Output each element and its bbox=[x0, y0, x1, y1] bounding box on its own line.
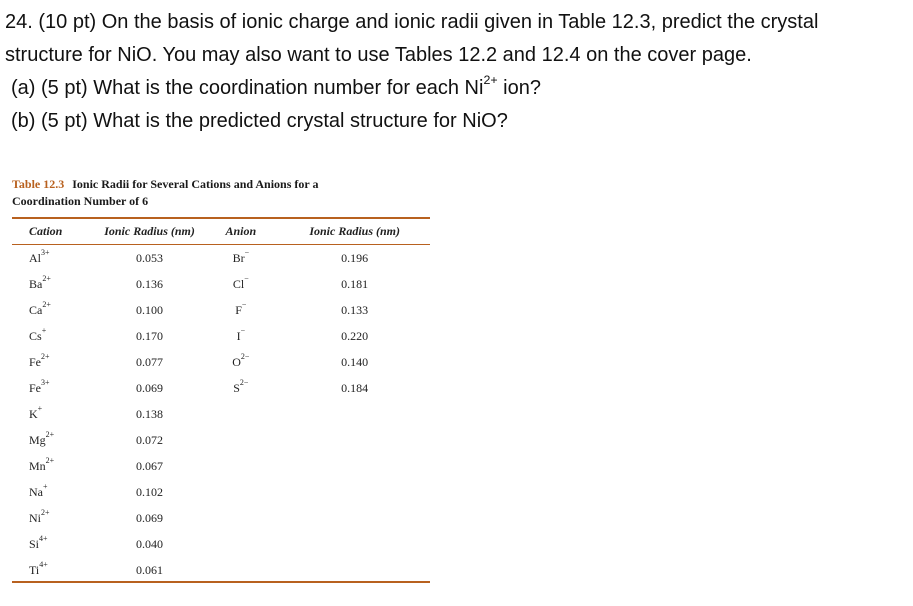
anion-radius-cell bbox=[279, 557, 430, 583]
cation-radius-cell bbox=[97, 297, 203, 323]
anion-radius-cell bbox=[279, 375, 430, 401]
cation-symbol: Cs bbox=[29, 328, 42, 343]
cation-radius-cell bbox=[97, 401, 203, 427]
table-row bbox=[12, 271, 430, 297]
table-row bbox=[12, 297, 430, 323]
cation-radius-value: 0.100 bbox=[136, 302, 164, 317]
cation-radius-cell bbox=[97, 375, 203, 401]
anion-symbol: Br bbox=[232, 250, 245, 265]
cation-symbol: Si bbox=[29, 536, 40, 551]
cation-radius-cell bbox=[97, 531, 203, 557]
anion-radius-cell bbox=[279, 531, 430, 557]
table-caption-line-1: Ionic Radii for Several Cations and Anions for a bbox=[72, 177, 319, 191]
table-bottom-rule bbox=[12, 581, 430, 583]
anion-radius-cell bbox=[279, 323, 430, 349]
table-row bbox=[12, 557, 430, 583]
cation-symbol: Ba bbox=[29, 276, 43, 291]
table-number: Table 12.3 bbox=[12, 177, 65, 191]
anion-cell bbox=[202, 271, 279, 297]
anion-cell bbox=[202, 401, 279, 427]
cation-radius-value: 0.136 bbox=[136, 276, 164, 291]
cation-symbol: Fe bbox=[29, 380, 41, 395]
cation-cell bbox=[12, 297, 97, 323]
cation-charge: 3+ bbox=[41, 248, 50, 258]
anion-charge: 2− bbox=[240, 352, 250, 362]
cation-cell bbox=[12, 479, 97, 505]
cation-radius-cell bbox=[97, 557, 203, 583]
anion-radius-cell bbox=[279, 479, 430, 505]
anion-radius-value: 0.140 bbox=[341, 354, 369, 369]
cation-cell bbox=[12, 349, 97, 375]
anion-cell bbox=[202, 557, 279, 583]
cation-charge: 2+ bbox=[45, 456, 55, 466]
cation-charge: + bbox=[37, 404, 43, 414]
cation-cell bbox=[12, 245, 97, 272]
table-row bbox=[12, 479, 430, 505]
part-a-charge: 2+ bbox=[483, 73, 498, 88]
header-anion: Anion bbox=[202, 218, 279, 245]
ionic-radii-table bbox=[12, 218, 430, 583]
table-row bbox=[12, 349, 430, 375]
cation-symbol: Ca bbox=[29, 302, 43, 317]
cation-radius-cell bbox=[97, 479, 203, 505]
cation-radius-value: 0.077 bbox=[136, 354, 164, 369]
cation-radius-value: 0.072 bbox=[136, 432, 164, 447]
cation-cell bbox=[12, 557, 97, 583]
table-row bbox=[12, 531, 430, 557]
cation-symbol: Al bbox=[29, 250, 41, 265]
question-text bbox=[5, 6, 910, 138]
cation-charge: 2+ bbox=[42, 300, 51, 310]
cation-symbol: Mn bbox=[29, 458, 46, 473]
anion-charge: − bbox=[244, 248, 250, 258]
cation-charge: 4+ bbox=[39, 560, 48, 570]
anion-charge: − bbox=[240, 326, 246, 336]
cation-charge: 4+ bbox=[39, 534, 48, 544]
anion-cell bbox=[202, 453, 279, 479]
anion-cell bbox=[202, 427, 279, 453]
cation-cell bbox=[12, 271, 97, 297]
header-cation: Cation bbox=[12, 218, 97, 245]
cation-symbol: Fe bbox=[29, 354, 41, 369]
table-row bbox=[12, 505, 430, 531]
anion-radius-value: 0.181 bbox=[341, 276, 369, 291]
cation-radius-value: 0.067 bbox=[136, 458, 164, 473]
anion-cell bbox=[202, 479, 279, 505]
cation-cell bbox=[12, 453, 97, 479]
cation-symbol: Ti bbox=[29, 562, 40, 577]
cation-radius-value: 0.069 bbox=[136, 510, 164, 525]
cation-radius-cell bbox=[97, 453, 203, 479]
table-caption bbox=[12, 176, 392, 210]
table-caption-line-2: Coordination Number of 6 bbox=[12, 194, 149, 208]
cation-symbol: K bbox=[29, 406, 38, 421]
anion-cell bbox=[202, 245, 279, 272]
cation-radius-value: 0.069 bbox=[136, 380, 164, 395]
cation-charge: 2+ bbox=[41, 508, 50, 518]
cation-radius-value: 0.170 bbox=[136, 328, 164, 343]
anion-charge: 2− bbox=[239, 378, 249, 388]
anion-charge: − bbox=[244, 274, 249, 284]
cation-radius-cell bbox=[97, 245, 203, 272]
anion-symbol: I bbox=[236, 328, 241, 343]
cation-radius-value: 0.053 bbox=[136, 250, 164, 265]
cation-radius-cell bbox=[97, 349, 203, 375]
anion-radius-cell bbox=[279, 401, 430, 427]
table-body bbox=[12, 245, 430, 584]
table-header-row bbox=[12, 218, 430, 245]
table-row bbox=[12, 375, 430, 401]
anion-symbol: Cl bbox=[232, 276, 245, 291]
part-a-end: ion? bbox=[497, 77, 541, 99]
cation-charge: + bbox=[43, 482, 48, 492]
cation-cell bbox=[12, 375, 97, 401]
cation-charge: 2+ bbox=[42, 274, 51, 284]
table-row bbox=[12, 427, 430, 453]
anion-radius-cell bbox=[279, 453, 430, 479]
cation-cell bbox=[12, 505, 97, 531]
anion-radius-cell bbox=[279, 427, 430, 453]
cation-charge: 2+ bbox=[41, 352, 50, 362]
cation-symbol: Ni bbox=[29, 510, 41, 525]
question-line-2: structure for NiO. You may also want to use Tables 12.2 and 12.4 on the cover page. bbox=[5, 44, 752, 66]
cation-radius-value: 0.138 bbox=[136, 406, 164, 421]
cation-radius-cell bbox=[97, 323, 203, 349]
anion-radius-cell bbox=[279, 297, 430, 323]
table-row bbox=[12, 245, 430, 272]
cation-cell bbox=[12, 323, 97, 349]
cation-radius-cell bbox=[97, 271, 203, 297]
cation-radius-cell bbox=[97, 427, 203, 453]
cation-radius-cell bbox=[97, 505, 203, 531]
anion-cell bbox=[202, 505, 279, 531]
anion-cell bbox=[202, 375, 279, 401]
anion-radius-value: 0.133 bbox=[341, 302, 369, 317]
cation-radius-value: 0.061 bbox=[136, 562, 164, 577]
table-row bbox=[12, 323, 430, 349]
cation-symbol: Mg bbox=[29, 432, 46, 447]
cation-radius-value: 0.040 bbox=[136, 536, 164, 551]
anion-cell bbox=[202, 531, 279, 557]
anion-radius-value: 0.196 bbox=[341, 250, 369, 265]
anion-symbol: F bbox=[235, 302, 242, 317]
question-part-b: (b) (5 pt) What is the predicted crystal structure for NiO? bbox=[11, 110, 508, 132]
anion-radius-cell bbox=[279, 505, 430, 531]
header-anion-radius: Ionic Radius (nm) bbox=[279, 218, 430, 245]
cation-cell bbox=[12, 531, 97, 557]
cation-symbol: Na bbox=[29, 484, 43, 499]
anion-radius-value: 0.220 bbox=[341, 328, 369, 343]
part-a-text: (a) (5 pt) What is the coordination number for each Ni bbox=[11, 77, 484, 99]
question-part-a bbox=[5, 72, 910, 105]
table-row bbox=[12, 401, 430, 427]
anion-cell bbox=[202, 323, 279, 349]
anion-radius-cell bbox=[279, 245, 430, 272]
cation-charge: + bbox=[41, 326, 47, 336]
anion-radius-cell bbox=[279, 271, 430, 297]
anion-symbol: S bbox=[233, 380, 240, 395]
cation-cell bbox=[12, 427, 97, 453]
anion-cell bbox=[202, 297, 279, 323]
table-row bbox=[12, 453, 430, 479]
cation-charge: 2+ bbox=[45, 430, 55, 440]
anion-radius-value: 0.184 bbox=[341, 380, 369, 395]
anion-radius-cell bbox=[279, 349, 430, 375]
anion-symbol: O bbox=[232, 354, 241, 369]
cation-radius-value: 0.102 bbox=[136, 484, 164, 499]
cation-cell bbox=[12, 401, 97, 427]
header-cation-radius: Ionic Radius (nm) bbox=[97, 218, 203, 245]
question-line-1: 24. (10 pt) On the basis of ionic charge and ionic radii given in Table 12.3, predict the crystal bbox=[5, 11, 819, 33]
anion-cell bbox=[202, 349, 279, 375]
anion-charge: − bbox=[241, 300, 247, 310]
cation-charge: 3+ bbox=[41, 378, 50, 388]
